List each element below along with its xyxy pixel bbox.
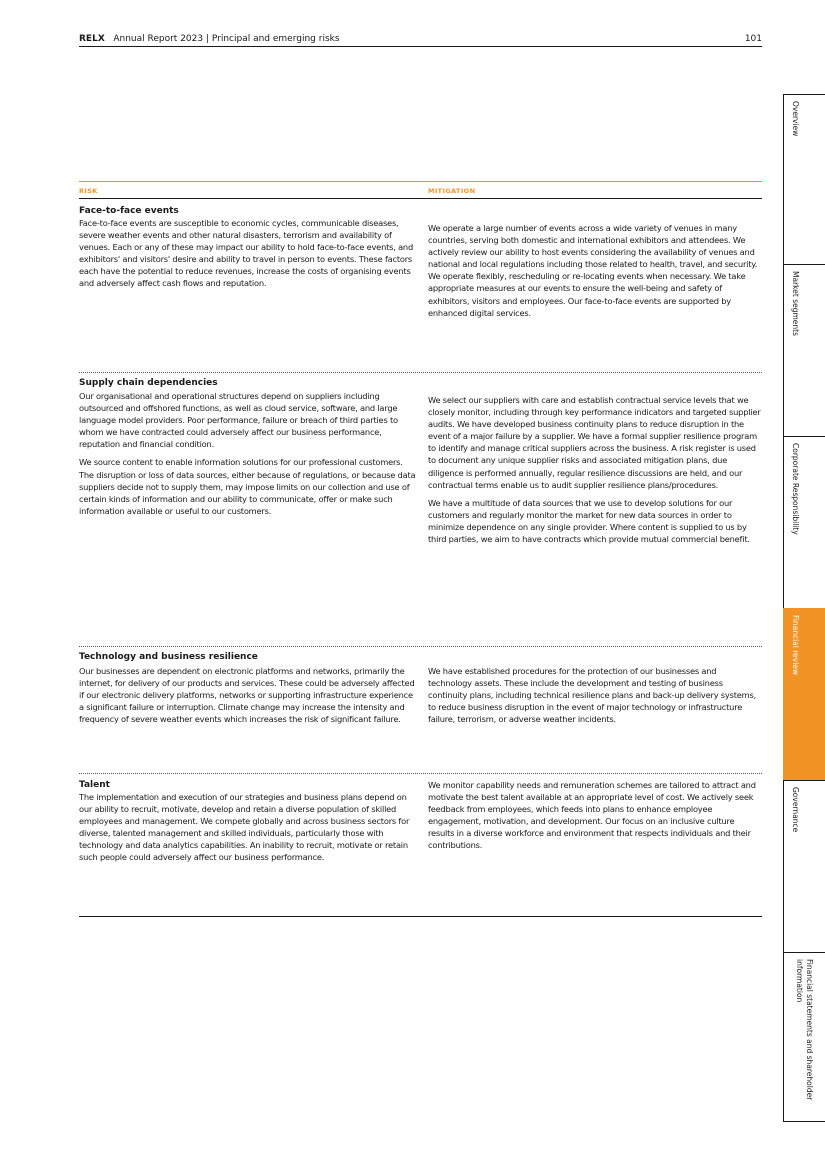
risk-description xyxy=(79,217,419,290)
report-title: Annual Report 2023 | Principal and emerging risks xyxy=(113,34,340,44)
tab-corporate-responsibility[interactable] xyxy=(783,436,825,608)
row-divider xyxy=(79,372,762,373)
risk-paragraph: Face-to-face events are susceptible to economic cycles, communicable diseases, severe weather events and other natural disasters, terrorism and availability of venues. Each or any of these may impact our ability to hold face-to-face events, and exhibitors' and visitors' desire and ability to travel in person to events. These factors each have the potential to reduce revenues, increase the costs of organising events and adversely affect cash flows and reputation. xyxy=(79,218,414,289)
tab-label: Overview xyxy=(791,101,800,137)
tab-label: Financial statements and shareholder information xyxy=(795,959,814,1101)
page-number: 101 xyxy=(744,34,762,44)
mitigation-description xyxy=(428,394,762,545)
risk-description xyxy=(79,665,419,725)
risk-paragraph: We source content to enable information solutions for our professional customers. The disruption or loss of data sources, either because of regulations, or because data suppliers decide not to supply them, may impose limits on our collection and use of certain kinds of information and our ability to communicate, offer or make such information available or useful to our customers. xyxy=(79,457,416,516)
risk-title: Face-to-face events xyxy=(79,206,179,216)
risk-description xyxy=(79,390,419,517)
table-bottom-rule xyxy=(79,916,762,917)
mitigation-paragraph: We operate a large number of events across a wide variety of venues in many countries, serving both domestic and international exhibitors and attendees. We actively review our ability to host events considering the availability of venues and national and local regulations including those related to health, travel, and security. We operate flexibly, rescheduling or re-locating events when necessary. We take appropriate measures at our events to ensure the well-being and safety of exhibitors, visitors and employees. Our face-to-face events are supported by enhanced digital services. xyxy=(428,223,758,318)
risk-title: Supply chain dependencies xyxy=(79,378,218,388)
risk-column-header: RISK xyxy=(79,187,98,195)
table-header-rule xyxy=(79,198,762,199)
tab-overview[interactable] xyxy=(783,94,825,264)
mitigation-description xyxy=(428,779,762,852)
risk-description xyxy=(79,791,419,864)
row-divider xyxy=(79,773,762,774)
tab-governance[interactable] xyxy=(783,780,825,952)
mitigation-paragraph: We have established procedures for the protection of our businesses and technology assets. These include the development and testing of business continuity plans, including technical resilience plans and back-up delivery systems, to reduce business disruption in the event of major technology or infrastructure failure, terrorism, or adverse weather incidents. xyxy=(428,666,757,725)
header-divider xyxy=(79,46,762,47)
risk-title: Talent xyxy=(79,780,110,790)
risk-title: Technology and business resilience xyxy=(79,652,258,662)
tab-market-segments[interactable] xyxy=(783,264,825,436)
risk-paragraph: The implementation and execution of our strategies and business plans depend on our ability to recruit, motivate, develop and retain a diverse population of skilled employees and management. We compete globally and across business sectors for diverse, talented management and skilled individuals, particularly those with technology and data analytics capabilities. An inability to recruit, motivate or retain such people could adversely affect our business performance. xyxy=(79,792,410,863)
mitigation-paragraph: We monitor capability needs and remuneration schemes are tailored to attract and motivate the best talent available at an appropriate level of cost. We actively seek feedback from employees, which feeds into plans to enhance employee engagement, motivation, and development. Our focus on an inclusive culture results in a diverse workforce and environment that respects individuals and their contributions. xyxy=(428,780,756,851)
brand-name: RELX xyxy=(79,34,105,44)
table-top-rule xyxy=(79,181,762,182)
running-header xyxy=(79,33,762,46)
mitigation-description xyxy=(428,222,762,319)
tab-financial-statements[interactable] xyxy=(783,952,825,1122)
mitigation-paragraph: We select our suppliers with care and establish contractual service levels that we closely monitor, including through key performance indicators and targeted supplier audits. We have developed business continuity plans to reduce disruption in the event of a major failure by a supplier. We have a formal supplier resilience program to identify and manage critical suppliers across the business. A risk register is used to document any unique supplier risks and associated mitigation plans, due diligence is performed annually, regular resilience discussions are held, and our contractual terms enable us to audit supplier resilience plans/procedures. xyxy=(428,395,761,490)
tab-label: Corporate Responsibility xyxy=(791,443,800,535)
mitigation-paragraph: We have a multitude of data sources that we use to develop solutions for our customers and regularly monitor the market for new data sources in order to minimize dependence on any single provider. Where content is supplied to us by third parties, we aim to have contracts which provide mutual commercial benefit. xyxy=(428,497,750,545)
tab-financial-review[interactable] xyxy=(783,608,825,780)
tab-label: Governance xyxy=(791,787,800,833)
risk-paragraph: Our organisational and operational structures depend on suppliers including outsourced and offshored functions, as well as cloud service, software, and large language model providers. Poor performance, failure or breach of third parties to whom we have contracted could adversely affect our business performance, reputation and financial condition. xyxy=(79,391,398,450)
row-divider xyxy=(79,646,762,647)
risk-paragraph: Our businesses are dependent on electronic platforms and networks, primarily the internet, for delivery of our products and services. These could be adversely affected if our electronic delivery platforms, networks or supporting infrastructure experience a significant failure or interruption. Climate change may increase the intensity and frequency of severe weather events which increases the risk of significant failure. xyxy=(79,666,415,725)
tab-label: Financial review xyxy=(791,615,800,676)
tab-label: Market segments xyxy=(791,271,800,336)
mitigation-column-header: MITIGATION xyxy=(428,187,476,195)
mitigation-description xyxy=(428,665,762,725)
